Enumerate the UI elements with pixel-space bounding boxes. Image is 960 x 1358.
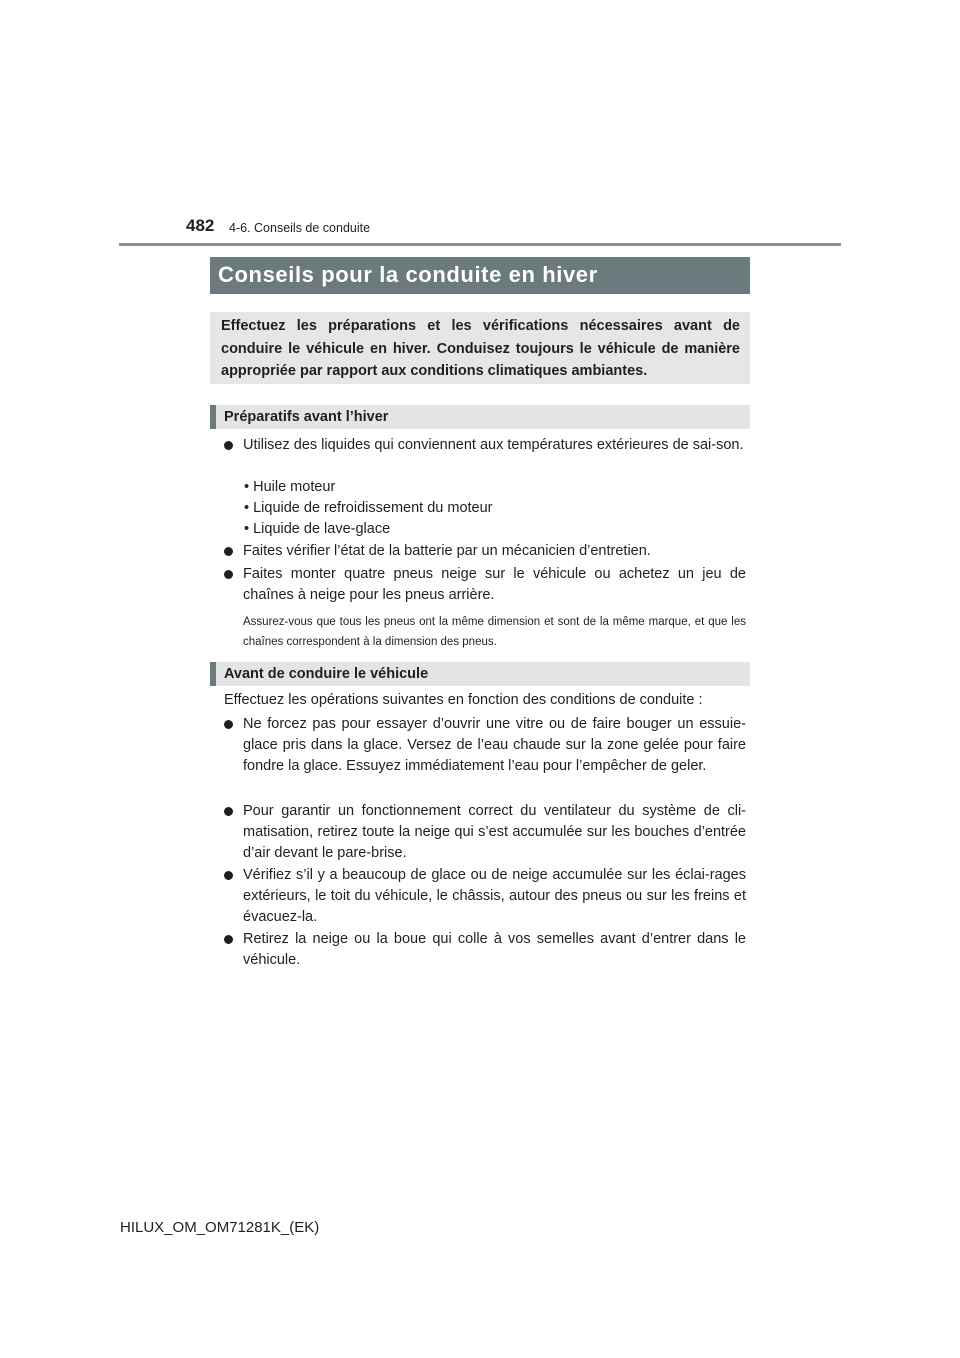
bullet-text: Faites monter quatre pneus neige sur le véhicule ou achetez un jeu de chaînes à neige pour les pneus arrière.	[243, 566, 746, 603]
section-label: 4-6. Conseils de conduite	[229, 221, 371, 235]
bullet-icon	[224, 935, 233, 944]
sub-list-item: • Huile moteur	[244, 479, 336, 495]
list-item	[224, 564, 746, 606]
bullet-text: Utilisez des liquides qui conviennent aux températures extérieures de sai-son.	[243, 437, 744, 453]
page-number: 482	[186, 216, 215, 235]
bullet-text: Retirez la neige ou la boue qui colle à vos semelles avant d’entrer dans le véhicule.	[243, 931, 746, 968]
header-rule	[119, 243, 841, 246]
sub-list-item: • Liquide de lave-glace	[244, 521, 391, 537]
list-item	[224, 541, 746, 562]
bullet-icon	[224, 720, 233, 729]
sub-heading-before-driving: Avant de conduire le véhicule	[210, 662, 750, 686]
intro-box: Effectuez les préparations et les vérifications nécessaires avant de conduire le véhicule en hiver. Conduisez toujours le véhicule de manière appropriée par rapport aux conditions climatiques ambiantes.	[210, 312, 750, 384]
section-intro: Effectuez les opérations suivantes en fonction des conditions de conduite :	[224, 692, 703, 708]
bullet-icon	[224, 570, 233, 579]
sub-list-item: • Liquide de refroidissement du moteur	[244, 500, 493, 516]
list-item	[224, 714, 746, 777]
bullet-text: Vérifiez s’il y a beaucoup de glace ou de neige accumulée sur les éclai-rages extérieurs, le toit du véhicule, le châssis, autour des pneus ou sur les freins et évacuez-la.	[243, 867, 746, 925]
list-item	[224, 801, 746, 864]
bullet-text: Pour garantir un fonctionnement correct du ventilateur du système de cli-matisation, retirez toute la neige qui s’est accumulée sur les bouches d’entrée d’air devant le pare-brise.	[243, 803, 746, 861]
note-text: Assurez-vous que tous les pneus ont la même dimension et sont de la même marque, et que les chaînes correspondent à la dimension des pneus.	[243, 616, 746, 648]
page-title: Conseils pour la conduite en hiver	[210, 257, 750, 294]
bullet-icon	[224, 871, 233, 880]
bullet-text: Ne forcez pas pour essayer d’ouvrir une vitre ou de faire bouger un essuie-glace pris dans la glace. Versez de l’eau chaude sur la zone gelée pour faire fondre la glace. Essuyez immédiatement l’eau pour l’empêcher de geler.	[243, 716, 746, 774]
bullet-icon	[224, 807, 233, 816]
list-item	[224, 435, 746, 456]
footer-doc-code: HILUX_OM_OM71281K_(EK)	[120, 1219, 320, 1236]
list-item	[224, 865, 746, 928]
bullet-icon	[224, 547, 233, 556]
list-item	[224, 929, 746, 971]
bullet-text: Faites vérifier l’état de la batterie par un mécanicien d’entretien.	[243, 543, 651, 559]
bullet-icon	[224, 441, 233, 450]
sub-heading-winter-prep: Préparatifs avant l’hiver	[210, 405, 750, 429]
